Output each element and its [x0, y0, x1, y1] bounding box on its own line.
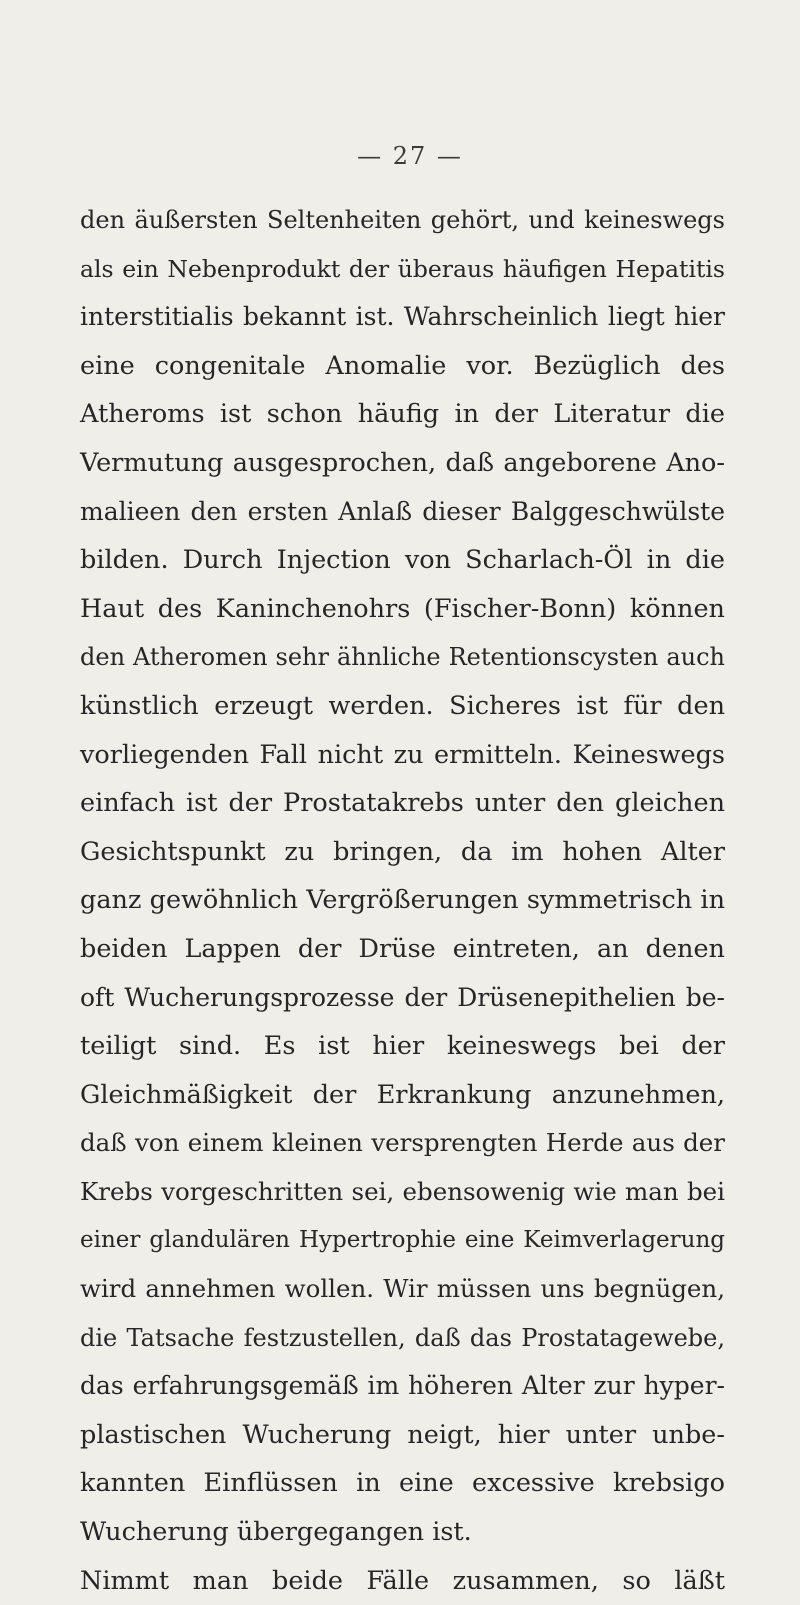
text-line: künstlich erzeugt werden. Sicheres ist für den [80, 690, 725, 721]
paragraph-end-line: Wucherung übergegangen ist. [80, 1517, 472, 1548]
text-line: oft Wucherungsprozesse der Drüsenepithelien be- [80, 982, 725, 1012]
text-line: Atheroms ist schon häufig in der Literatur die [80, 399, 725, 430]
text-line: den äußersten Seltenheiten gehört, und keineswegs [80, 206, 725, 234]
text-line: vorliegenden Fall nicht zu ermitteln. Keineswegs [80, 739, 725, 770]
text-line: einfach ist der Prostatakrebs unter den gleichen [80, 788, 725, 819]
body-text [80, 196, 725, 1605]
text-line: Gleichmäßigkeit der Erkrankung anzunehmen, [80, 1079, 725, 1110]
text-line: Gesichtspunkt zu bringen, da im hohen Alter [80, 836, 725, 867]
text-line: das erfahrungsgemäß im höheren Alter zur hyper- [80, 1371, 725, 1401]
text-line: teiligt sind. Es ist hier keineswegs bei der [80, 1031, 725, 1062]
text-line: interstitialis bekannt ist. Wahrscheinlich liegt hier [80, 302, 725, 332]
text-line: einer glandulären Hypertrophie eine Keimverlagerung [80, 1227, 725, 1254]
text-line: Haut des Kaninchenohrs (Fischer-Bonn) können [80, 593, 725, 624]
text-line: Krebs vorgeschritten sei, ebensowenig wie man bei [80, 1176, 725, 1206]
page-number: — 27 — [357, 142, 463, 170]
text-line: die Tatsache festzustellen, daß das Prostatagewebe, [80, 1323, 725, 1352]
text-line: kannten Einflüssen in eine excessive krebsigo [80, 1468, 725, 1499]
text-line: eine congenitale Anomalie vor. Bezüglich des [80, 350, 725, 381]
text-line: malieen den ersten Anlaß dieser Balggeschwülste [80, 496, 725, 526]
text-line: als ein Nebenprodukt der überaus häufigen Hepatitis [80, 254, 725, 283]
text-line: daß von einem kleinen versprengten Herde aus der [80, 1128, 725, 1158]
text-line: plastischen Wucherung neigt, hier unter unbe- [80, 1419, 725, 1450]
text-line: bilden. Durch Injection von Scharlach-Öl in die [80, 545, 725, 576]
text-line: Nimmt man beide Fälle zusammen, so läßt [80, 1565, 725, 1596]
text-line: beiden Lappen der Drüse eintreten, an denen [80, 933, 725, 964]
text-line: den Atheromen sehr ähnliche Retentionscysten auch [80, 643, 725, 672]
text-line: ganz gewöhnlich Vergrößerungen symmetrisch in [80, 885, 725, 916]
text-line: Vermutung ausgesprochen, daß angeborene Ano- [80, 447, 725, 478]
text-line: wird annehmen wollen. Wir müssen uns begnügen, [80, 1274, 725, 1304]
